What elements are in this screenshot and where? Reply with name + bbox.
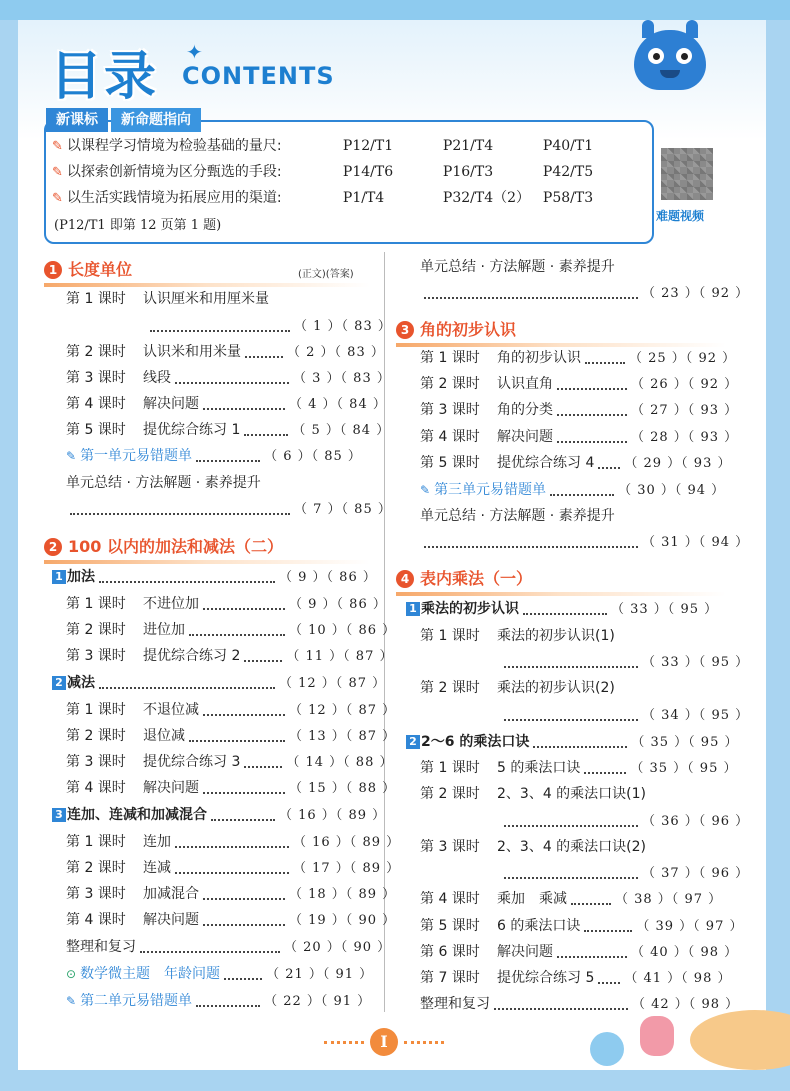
toc-entry[interactable]: 第 4 课时 乘加 乘减 （ 38 ）（ 97 ）	[420, 891, 723, 907]
toc-subsection[interactable]: 1 乘法的初步认识 （ 33 ）（ 95 ）	[406, 598, 718, 620]
toc-entry[interactable]: 第 2 课时 认识米和用米量 （ 2 ）（ 83 ）	[66, 344, 385, 360]
toc-entry-page[interactable]: （ 1 ）（ 83 ）	[146, 315, 392, 337]
footer-dash	[324, 1041, 364, 1047]
monster-decoration-icon	[640, 1016, 674, 1056]
toc-entry[interactable]: 第 4 课时 解决问题 （ 15 ）（ 88 ）	[66, 780, 397, 796]
qr-code[interactable]	[661, 148, 713, 200]
toc-entry[interactable]: 整理和复习 （ 20 ）（ 90 ）	[66, 939, 392, 955]
section-heading-1[interactable]: 1 长度单位	[44, 259, 132, 281]
section-underline	[44, 283, 370, 287]
toc-subsection[interactable]: 3 连加、连减和加减混合 （ 16 ）（ 89 ）	[52, 804, 386, 826]
alien-decoration-icon	[590, 1032, 624, 1066]
footer-dash	[404, 1041, 444, 1047]
toc-entry[interactable]: 第 6 课时 解决问题 （ 40 ）（ 98 ）	[420, 944, 739, 960]
monster-mascot-icon	[634, 30, 706, 90]
pin-icon: ✎	[52, 139, 63, 154]
note-tabs	[46, 108, 201, 132]
toc-entry-page[interactable]: （ 33 ）（ 95 ）	[500, 651, 749, 673]
page-title: 目录	[50, 47, 159, 107]
toc-entry[interactable]: 第 5 课时 提优综合练习 4 （ 29 ）（ 93 ）	[420, 455, 732, 471]
section-heading-4[interactable]: 4 表内乘法（一）	[396, 568, 532, 590]
toc-entry[interactable]: 第 3 课时 线段 （ 3 ）（ 83 ）	[66, 370, 391, 386]
note-tab-new-standard: 新课标	[46, 108, 108, 132]
error-list-icon: ✎	[66, 994, 77, 1008]
toc-subsection[interactable]: 2 2～6 的乘法口诀 （ 35 ）（ 95 ）	[406, 731, 738, 753]
note-row: ✎ 以生活实践情境为拓展应用的渠道: P1/T4 P32/T4（2） P58/T3	[52, 190, 594, 206]
page-title-en: CONTENTS	[182, 62, 335, 90]
toc-entry-page[interactable]: （ 23 ）（ 92 ）	[420, 282, 749, 304]
toc-subsection[interactable]: 2 减法 （ 12 ）（ 87 ）	[52, 672, 386, 694]
toc-entry[interactable]: 第 3 课时 提优综合练习 2 （ 11 ）（ 87 ）	[66, 648, 394, 664]
toc-entry[interactable]: 第 4 课时 解决问题 （ 4 ）（ 84 ）	[66, 396, 387, 412]
page-number: I	[370, 1028, 398, 1056]
header-band	[0, 0, 790, 20]
toc-entry[interactable]: 单元总结 · 方法解题 · 素养提升	[66, 475, 261, 491]
note-tab-direction: 新命题指向	[111, 108, 201, 132]
toc-subsection[interactable]: 1 加法 （ 9 ）（ 86 ）	[52, 566, 377, 588]
note-row: ✎ 以探索创新情境为区分甄选的手段: P14/T6 P16/T3 P42/T5	[52, 164, 594, 180]
toc-entry[interactable]: 第 1 课时 认识厘米和用厘米量	[66, 291, 269, 307]
toc-entry[interactable]: 第 2 课时 连减 （ 17 ）（ 89 ）	[66, 860, 401, 876]
note-footnote: (P12/T1 即第 12 页第 1 题)	[54, 218, 222, 233]
toc-entry[interactable]: 第 3 课时 角的分类 （ 27 ）（ 93 ）	[420, 402, 739, 418]
pin-icon: ✎	[52, 191, 63, 206]
column-legend: (正文)(答案)	[298, 269, 354, 280]
toc-entry[interactable]: 第 2 课时 退位减 （ 13 ）（ 87 ）	[66, 728, 397, 744]
toc-entry[interactable]: 第 2 课时 2、3、4 的乘法口诀(1)	[420, 786, 647, 802]
section-heading-3[interactable]: 3 角的初步认识	[396, 319, 516, 341]
toc-entry[interactable]: 第 2 课时 乘法的初步认识(2)	[420, 680, 615, 696]
toc-entry[interactable]: 第 2 课时 进位加 （ 10 ）（ 86 ）	[66, 622, 397, 638]
toc-entry[interactable]: 第 1 课时 5 的乘法口诀 （ 35 ）（ 95 ）	[420, 760, 738, 776]
toc-entry[interactable]: 第 2 课时 认识直角 （ 26 ）（ 92 ）	[420, 376, 739, 392]
micro-topic-icon: ⊙	[66, 967, 77, 981]
toc-entry[interactable]: 第 1 课时 不进位加 （ 9 ）（ 86 ）	[66, 596, 387, 612]
toc-entry[interactable]: 第 4 课时 解决问题 （ 19 ）（ 90 ）	[66, 912, 397, 928]
eye-icon	[648, 48, 664, 64]
toc-entry[interactable]: 第 1 课时 乘法的初步认识(1)	[420, 628, 615, 644]
bottom-band	[0, 1070, 790, 1091]
toc-entry[interactable]: 单元总结 · 方法解题 · 素养提升	[420, 508, 615, 524]
toc-entry-error-list[interactable]: ✎ 第三单元易错题单 （ 30 ）（ 94 ）	[420, 482, 726, 498]
pin-icon: ✎	[52, 165, 63, 180]
right-border	[766, 0, 790, 1091]
toc-entry-error-list[interactable]: ✎ 第二单元易错题单 （ 22 ）（ 91 ）	[66, 993, 372, 1009]
toc-entry[interactable]: 第 1 课时 角的初步认识 （ 25 ）（ 92 ）	[420, 350, 737, 366]
toc-entry[interactable]: 第 3 课时 2、3、4 的乘法口诀(2)	[420, 839, 647, 855]
toc-entry[interactable]: 单元总结 · 方法解题 · 素养提升	[420, 259, 615, 275]
toc-entry[interactable]: 第 3 课时 加减混合 （ 18 ）（ 89 ）	[66, 886, 397, 902]
toc-entry[interactable]: 第 1 课时 不退位减 （ 12 ）（ 87 ）	[66, 702, 397, 718]
toc-entry-page[interactable]: （ 31 ）（ 94 ）	[420, 531, 749, 553]
left-border	[0, 0, 18, 1091]
error-list-icon: ✎	[420, 483, 431, 497]
toc-entry[interactable]: 第 4 课时 解决问题 （ 28 ）（ 93 ）	[420, 429, 739, 445]
section-underline	[44, 560, 370, 564]
toc-entry-micro-topic[interactable]: ⊙ 数学微主题 年龄问题 （ 21 ）（ 91 ）	[66, 966, 374, 982]
toc-entry-page[interactable]: （ 7 ）（ 85 ）	[66, 498, 392, 520]
note-row: ✎ 以课程学习情境为检验基础的量尺: P12/T1 P21/T4 P40/T1	[52, 138, 594, 154]
section-heading-2[interactable]: 2 100 以内的加法和减法（二）	[44, 536, 283, 558]
horn-icon	[686, 20, 698, 38]
toc-entry-page[interactable]: （ 36 ）（ 96 ）	[500, 810, 749, 832]
planet-decoration-icon	[690, 1010, 790, 1070]
toc-entry[interactable]: 第 1 课时 连加 （ 16 ）（ 89 ）	[66, 834, 401, 850]
toc-entry[interactable]: 第 5 课时 6 的乘法口诀 （ 39 ）（ 97 ）	[420, 918, 744, 934]
toc-entry[interactable]: 第 7 课时 提优综合练习 5 （ 41 ）（ 98 ）	[420, 970, 732, 986]
qr-label: 难题视频	[656, 209, 705, 223]
toc-entry[interactable]: 第 5 课时 提优综合练习 1 （ 5 ）（ 84 ）	[66, 422, 391, 438]
toc-entry-page[interactable]: （ 34 ）（ 95 ）	[500, 704, 749, 726]
error-list-icon: ✎	[66, 449, 77, 463]
toc-entry-page[interactable]: （ 37 ）（ 96 ）	[500, 862, 749, 884]
sparkle-icon: ✦	[186, 40, 203, 64]
toc-entry[interactable]: 第 3 课时 提优综合练习 3 （ 14 ）（ 88 ）	[66, 754, 394, 770]
toc-entry[interactable]: 整理和复习 （ 42 ）（ 98 ）	[420, 996, 740, 1012]
mouth-icon	[660, 70, 680, 78]
section-underline	[396, 592, 726, 596]
eye-icon	[676, 48, 692, 64]
horn-icon	[642, 20, 654, 38]
toc-entry-error-list[interactable]: ✎ 第一单元易错题单 （ 6 ）（ 85 ）	[66, 448, 362, 464]
